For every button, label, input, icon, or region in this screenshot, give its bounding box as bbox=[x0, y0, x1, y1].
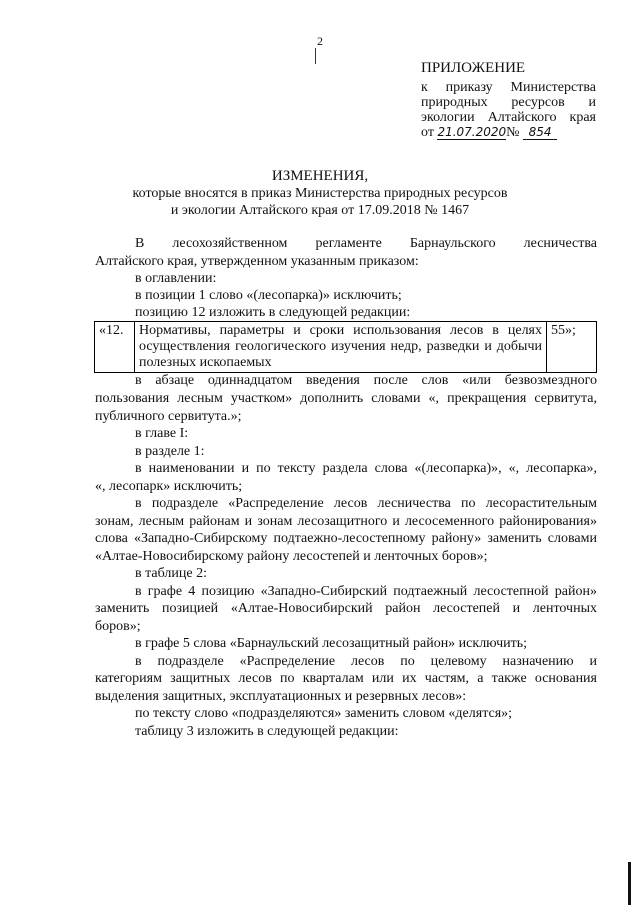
table-cell-number: «12. bbox=[95, 322, 135, 373]
appendix-from-line bbox=[421, 125, 557, 141]
appendix-title: ПРИЛОЖЕНИЕ bbox=[421, 60, 526, 76]
paragraph: В лесохозяйственном регламенте Барнаульского лесничества bbox=[135, 236, 597, 251]
paragraph: пользования лесным участком» дополнить словами «, прекращения сервитута, bbox=[95, 391, 597, 406]
paragraph: зонам, лесным районам и зонам лесозащитного и лесосеменного районирования» bbox=[95, 514, 597, 529]
handwritten-number: 854 bbox=[523, 125, 557, 140]
paragraph: в таблице 2: bbox=[135, 566, 207, 581]
appendix-line: экологии Алтайского края bbox=[421, 110, 596, 125]
paragraph: в позиции 1 слово «(лесопарка)» исключить; bbox=[135, 288, 402, 303]
document-title: ИЗМЕНЕНИЯ, bbox=[271, 168, 369, 184]
handwritten-date: 21.07.2020 bbox=[437, 125, 507, 139]
paragraph: выделения защитных, эксплуатационных и резервных лесов»: bbox=[95, 689, 467, 704]
paragraph: в разделе 1: bbox=[135, 444, 205, 459]
paragraph: боров»; bbox=[95, 619, 141, 634]
page-number: 2 bbox=[317, 34, 323, 48]
paragraph: слова «Западно-Сибирскому подтаежно-лесостепному району» заменить словами bbox=[95, 531, 597, 546]
paragraph: в подразделе «Распределение лесов лесничества по лесорастительным bbox=[135, 496, 597, 511]
scan-edge-mark bbox=[628, 862, 631, 905]
paragraph: в подразделе «Распределение лесов по целевому назначению и bbox=[135, 654, 597, 669]
paragraph: категориям защитных лесов по кварталам или их частям, а также основания bbox=[95, 671, 597, 686]
paragraph: в графе 4 позицию «Западно-Сибирский подтаежный лесостепной район» bbox=[135, 584, 597, 599]
number-label: № bbox=[506, 125, 520, 140]
paragraph: в графе 5 слова «Барнаульский лесозащитный район» исключить; bbox=[135, 636, 528, 651]
paragraph: Алтайского края, утвержденном указанным приказом: bbox=[95, 254, 419, 269]
appendix-line: природных ресурсов и bbox=[421, 95, 596, 110]
table-cell-description: Нормативы, параметры и сроки использования лесов в целях осуществления геологического изучения недр, разведки и добычи полезных ископаемых bbox=[135, 322, 547, 373]
paragraph: «Алтае-Новосибирскому району лесостепей и ленточных боров»; bbox=[95, 549, 488, 564]
paragraph: в оглавлении: bbox=[135, 271, 217, 286]
table-row bbox=[95, 322, 597, 373]
paragraph: в главе I: bbox=[135, 426, 189, 441]
paragraph: публичного сервитута.»; bbox=[95, 409, 242, 424]
table-cell-page: 55»; bbox=[547, 322, 597, 373]
contents-table bbox=[94, 321, 597, 373]
paragraph: по тексту слово «подразделяются» заменить словом «делятся»; bbox=[135, 706, 513, 721]
paragraph: в наименовании и по тексту раздела слова «(лесопарка)», «, лесопарка», bbox=[135, 461, 597, 476]
paragraph: позицию 12 изложить в следующей редакции: bbox=[135, 305, 411, 320]
paragraph: «, лесопарк» исключить; bbox=[95, 479, 243, 494]
margin-mark bbox=[315, 48, 316, 64]
paragraph: заменить позицией «Алтае-Новосибирский район лесостепей и ленточных bbox=[95, 601, 597, 616]
from-label: от bbox=[421, 125, 434, 140]
paragraph: таблицу 3 изложить в следующей редакции: bbox=[135, 724, 399, 739]
document-subtitle: и экологии Алтайского края от 17.09.2018 № 1467 bbox=[170, 203, 470, 218]
document-subtitle: которые вносятся в приказ Министерства природных ресурсов bbox=[132, 186, 508, 201]
appendix-line: к приказу Министерства bbox=[421, 80, 596, 95]
paragraph: в абзаце одиннадцатом введения после слов «или безвозмездного bbox=[135, 373, 597, 388]
